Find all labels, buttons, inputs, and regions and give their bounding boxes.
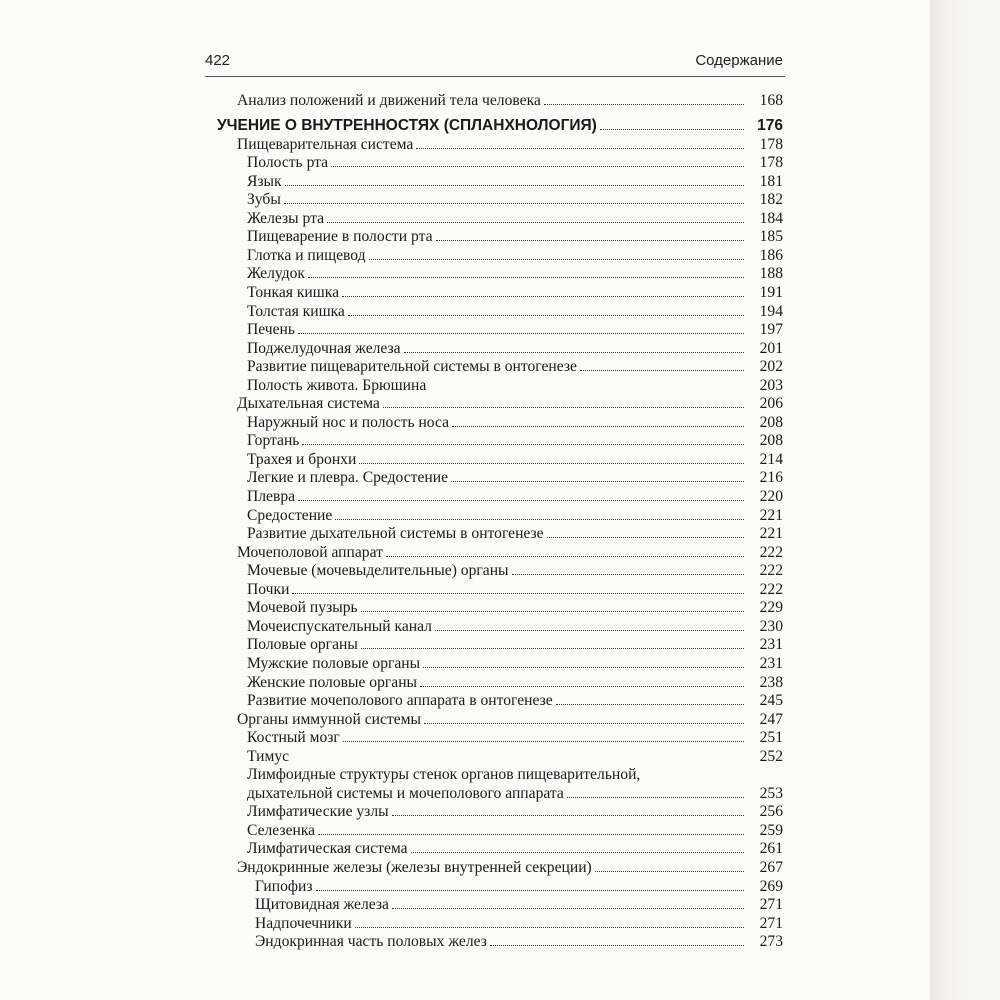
dot-leader (556, 704, 744, 705)
toc-entry-page: 221 (759, 525, 783, 543)
dot-leader (420, 686, 744, 687)
toc-entry-title: Мочевые (мочевыделительные) органы (247, 562, 509, 580)
toc-entry (205, 580, 785, 599)
toc-entry-title: Пищеварение в полости рта (247, 228, 433, 246)
toc-entry-title: Средостение (247, 506, 333, 524)
toc-entry-page: 216 (759, 469, 783, 487)
toc-entry-title: Женские половые органы (247, 673, 418, 691)
dot-leader (361, 648, 744, 649)
table-of-contents (205, 91, 785, 951)
dot-leader (284, 203, 744, 204)
dot-leader (383, 407, 744, 408)
toc-entry-title: Гортань (247, 432, 300, 450)
toc-entry-page: 186 (759, 246, 783, 264)
toc-entry-title: Лимфатическая система (247, 840, 408, 858)
toc-entry-page: 229 (759, 599, 783, 617)
toc-entry-title: Мочевой пузырь (247, 599, 358, 617)
toc-entry-page: 222 (759, 562, 783, 580)
toc-entry (205, 395, 785, 414)
toc-entry (205, 91, 785, 110)
toc-entry (205, 358, 785, 377)
dot-leader (331, 166, 744, 167)
toc-entry-title: Трахея и бронхи (247, 450, 357, 468)
toc-entry (205, 302, 785, 321)
toc-entry (205, 209, 785, 228)
toc-entry (205, 803, 785, 822)
toc-entry (205, 172, 785, 191)
toc-entry (205, 933, 785, 952)
toc-entry-title: Легкие и плевра. Средостение (247, 469, 448, 487)
toc-entry-page: 267 (759, 858, 783, 876)
toc-entry-title: Эндокринная часть половых желез (255, 933, 487, 951)
toc-entry-title: Лимфоидные структуры стенок органов пищеварительной, (247, 766, 641, 784)
toc-entry-page: 208 (759, 413, 783, 431)
toc-entry-page: 251 (759, 729, 783, 747)
toc-entry-title: Тонкая кишка (247, 284, 340, 302)
toc-entry-title: Толстая кишка (247, 302, 345, 320)
toc-entry-page: 220 (759, 488, 783, 506)
toc-entry (205, 432, 785, 451)
toc-entry-page: 261 (759, 840, 783, 858)
toc-entry (205, 191, 785, 210)
dot-leader (316, 890, 744, 891)
dot-leader (292, 593, 744, 594)
toc-entry-page: 222 (759, 580, 783, 598)
toc-entry-page: 222 (759, 543, 783, 561)
toc-entry-title: Зубы (247, 191, 281, 209)
toc-entry-page: 182 (759, 191, 783, 209)
dot-leader (436, 240, 744, 241)
toc-entry-title: Железы рта (247, 209, 325, 227)
dot-leader (451, 481, 744, 482)
dot-leader (361, 611, 744, 612)
toc-entry (205, 135, 785, 154)
toc-entry (205, 636, 785, 655)
dot-leader (490, 945, 744, 946)
toc-entry-page: 238 (759, 673, 783, 691)
dot-leader (335, 519, 744, 520)
toc-entry-page: 252 (759, 747, 783, 765)
dot-leader (327, 222, 744, 223)
toc-entry-title: Полость живота. Брюшина (247, 376, 427, 394)
toc-entry-title: Печень (247, 321, 296, 339)
dot-leader (392, 815, 744, 816)
toc-entry-page: 185 (759, 228, 783, 246)
toc-entry-title: Дыхательная система (237, 395, 380, 413)
toc-entry-title: Пищеварительная система (237, 135, 414, 153)
toc-entry (205, 784, 785, 803)
toc-entry-page: 176 (757, 117, 783, 135)
toc-entry (205, 525, 785, 544)
toc-entry-title: дыхательной системы и мочеполового аппарата (247, 784, 564, 802)
toc-entry-page: 245 (759, 692, 783, 710)
dot-leader (411, 852, 744, 853)
toc-entry-title: Надпочечники (255, 914, 352, 932)
toc-entry (205, 896, 785, 915)
dot-leader (512, 574, 744, 575)
dot-leader (343, 741, 744, 742)
toc-entry (205, 766, 785, 785)
toc-entry-title: Анализ положений и движений тела человека (237, 91, 541, 109)
toc-entry (205, 339, 785, 358)
toc-entry (205, 821, 785, 840)
page-number: 422 (205, 52, 231, 69)
toc-entry-title: Наружный нос и полость носа (247, 413, 450, 431)
dot-leader (308, 277, 744, 278)
toc-entry (205, 283, 785, 302)
dot-leader (452, 426, 744, 427)
toc-entry-page: 208 (759, 432, 783, 450)
toc-entry (205, 376, 785, 395)
toc-entry-page: 206 (759, 395, 783, 413)
dot-leader (424, 723, 744, 724)
toc-entry-page: 269 (759, 877, 783, 895)
toc-entry-title: Селезенка (247, 821, 316, 839)
toc-entry-title: Желудок (247, 265, 306, 283)
toc-entry-page: 191 (759, 284, 783, 302)
toc-entry (205, 469, 785, 488)
toc-entry-page: 184 (759, 209, 783, 227)
toc-entry-title: Мужские половые органы (247, 654, 421, 672)
toc-entry (205, 450, 785, 469)
toc-entry-title: Поджелудочная железа (247, 339, 401, 357)
toc-entry (205, 858, 785, 877)
toc-entry (205, 228, 785, 247)
toc-entry (205, 729, 785, 748)
toc-entry (205, 599, 785, 618)
toc-entry-page: 181 (759, 172, 783, 190)
toc-entry (205, 413, 785, 432)
toc-entry-page: 259 (759, 821, 783, 839)
toc-entry-title: Мочеиспускательный канал (247, 617, 432, 635)
dot-leader (359, 463, 744, 464)
toc-entry-page: 178 (759, 154, 783, 172)
toc-entry-title: Развитие дыхательной системы в онтогенезе (247, 525, 544, 543)
toc-entry-title: Плевра (247, 488, 296, 506)
toc-entry-page: 203 (759, 376, 783, 394)
page-header (205, 48, 785, 77)
toc-entry-title: Гипофиз (255, 877, 313, 895)
toc-entry-title: Развитие мочеполового аппарата в онтогенезе (247, 692, 553, 710)
dot-leader (298, 333, 744, 334)
toc-entry-page: 253 (759, 784, 783, 802)
dot-leader (600, 129, 744, 130)
dot-leader (392, 908, 744, 909)
toc-entry-page: 271 (759, 914, 783, 932)
running-head: Содержание (695, 52, 783, 69)
dot-leader (567, 797, 744, 798)
toc-entry (205, 673, 785, 692)
dot-leader (544, 104, 744, 105)
toc-entry-page: 197 (759, 321, 783, 339)
dot-leader (285, 185, 744, 186)
toc-entry-title: Развитие пищеварительной системы в онтогенезе (247, 358, 577, 376)
toc-section-heading (205, 117, 785, 136)
toc-entry-page: 188 (759, 265, 783, 283)
dot-leader (416, 148, 744, 149)
toc-entry (205, 506, 785, 525)
page-edge (930, 0, 1000, 1000)
toc-entry (205, 654, 785, 673)
toc-entry (205, 562, 785, 581)
toc-entry-title: Тимус (247, 747, 290, 765)
toc-entry-title: Органы иммунной системы (237, 710, 421, 728)
toc-entry (205, 154, 785, 173)
toc-entry-page: 273 (759, 933, 783, 951)
toc-entry-title: УЧЕНИЕ О ВНУТРЕННОСТЯХ (СПЛАНХНОЛОГИЯ) (217, 117, 597, 135)
toc-entry-title: Эндокринные железы (железы внутренней секреции) (237, 858, 592, 876)
dot-leader (302, 444, 744, 445)
toc-entry-page: 231 (759, 636, 783, 654)
dot-leader (435, 630, 744, 631)
toc-entry-page: 231 (759, 654, 783, 672)
toc-entry-page: 230 (759, 617, 783, 635)
toc-entry (205, 692, 785, 711)
toc-entry-page: 178 (759, 135, 783, 153)
toc-entry (205, 914, 785, 933)
dot-leader (342, 296, 744, 297)
toc-entry-page: 168 (759, 91, 783, 109)
toc-entry-page: 214 (759, 450, 783, 468)
toc-entry-page: 256 (759, 803, 783, 821)
dot-leader (369, 259, 744, 260)
dot-leader (404, 352, 744, 353)
toc-entry-title: Глотка и пищевод (247, 246, 366, 264)
toc-entry (205, 710, 785, 729)
toc-entry-title: Костный мозг (247, 729, 340, 747)
toc-entry-page: 201 (759, 339, 783, 357)
toc-entry-title: Почки (247, 580, 290, 598)
toc-entry-page: 194 (759, 302, 783, 320)
toc-entry (205, 265, 785, 284)
toc-entry-title: Щитовидная железа (255, 896, 389, 914)
toc-entry (205, 877, 785, 896)
dot-leader (580, 370, 744, 371)
dot-leader (355, 927, 744, 928)
toc-entry (205, 617, 785, 636)
toc-entry (205, 321, 785, 340)
toc-entry-page: 247 (759, 710, 783, 728)
toc-entry-title: Половые органы (247, 636, 358, 654)
toc-entry (205, 840, 785, 859)
dot-leader (547, 537, 744, 538)
toc-entry-page: 221 (759, 506, 783, 524)
dot-leader (348, 315, 744, 316)
toc-entry-title: Лимфатические узлы (247, 803, 389, 821)
dot-leader (423, 667, 744, 668)
dot-leader (318, 834, 744, 835)
dot-leader (298, 500, 744, 501)
toc-entry-title: Язык (247, 172, 282, 190)
dot-leader (386, 556, 744, 557)
toc-entry (205, 246, 785, 265)
dot-leader (595, 871, 744, 872)
toc-entry-title: Полость рта (247, 154, 329, 172)
toc-entry (205, 487, 785, 506)
toc-entry (205, 747, 785, 766)
toc-entry-title: Мочеполовой аппарат (237, 543, 383, 561)
toc-entry (205, 543, 785, 562)
toc-entry-page: 202 (759, 358, 783, 376)
toc-entry-page: 271 (759, 896, 783, 914)
